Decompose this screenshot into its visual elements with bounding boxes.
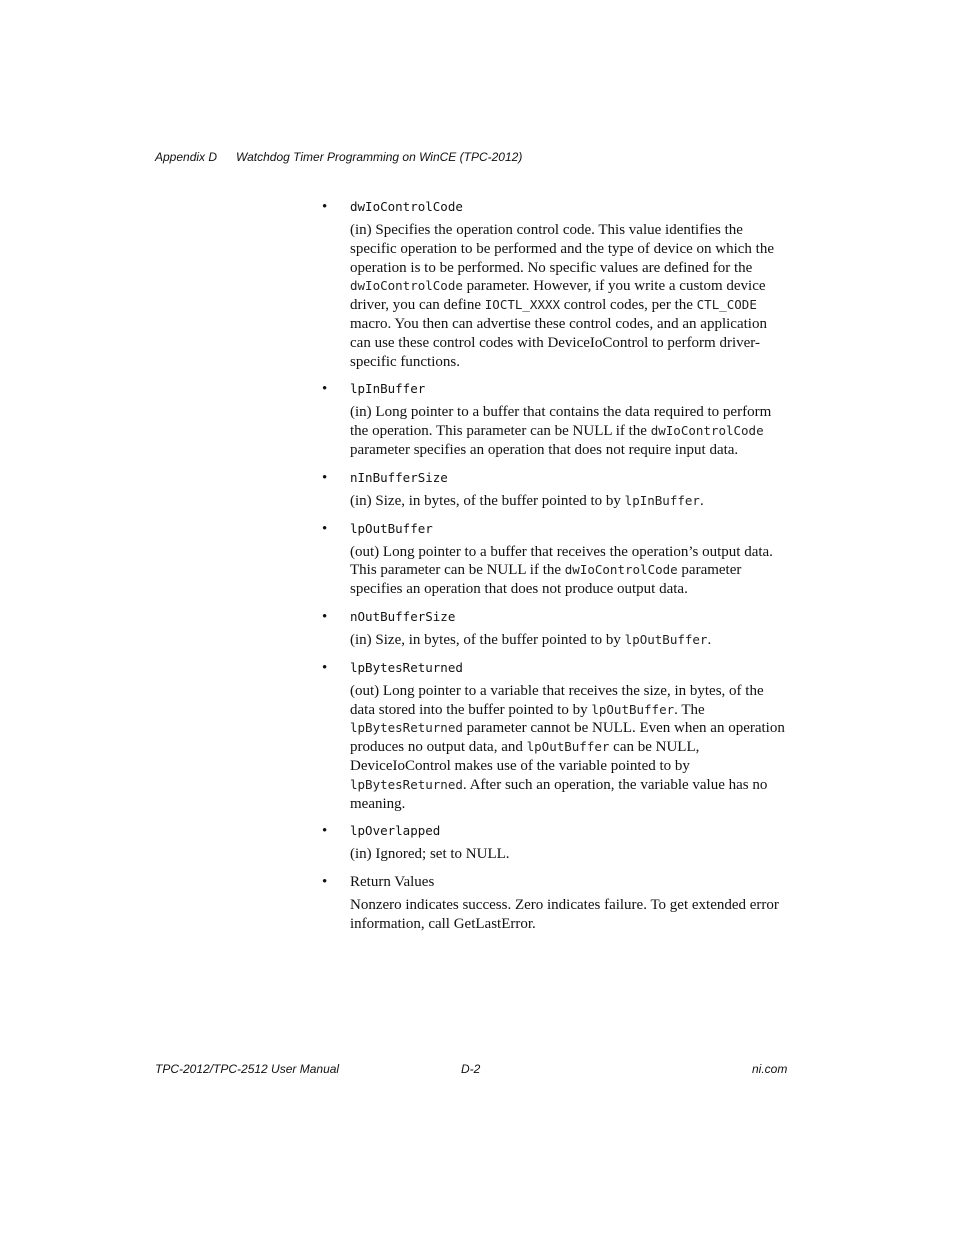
footer-website: ni.com xyxy=(752,1062,788,1076)
return-values-heading xyxy=(322,873,787,891)
parameter-lpbytesreturned xyxy=(322,659,787,677)
description-text: (in) Size, in bytes, of the buffer pointed to by xyxy=(350,631,625,648)
parameter-name: nOutBufferSize xyxy=(350,608,456,624)
code-term: lpInBuffer xyxy=(624,492,700,508)
parameter-noutbuffersize xyxy=(322,608,787,626)
description-text: (in) Ignored; set to NULL. xyxy=(350,846,510,863)
parameter-name: lpOverlapped xyxy=(350,823,441,839)
parameter-dwiocontrolcode xyxy=(322,198,787,216)
description-text: parameter cannot be NULL. Even when an operation produces no output data, and xyxy=(350,720,785,756)
header-appendix: Appendix D xyxy=(155,150,218,164)
description-text: . xyxy=(707,631,712,648)
code-term: dwIoControlCode xyxy=(350,278,463,294)
parameter-description xyxy=(350,631,787,650)
bullet-icon: • xyxy=(322,874,328,891)
description-text: macro. You then can advertise these control codes, and an application can use these control codes with DeviceIoControl to perform driver-specific functions. xyxy=(350,315,767,370)
parameter-name: lpBytesReturned xyxy=(350,659,463,675)
description-text: parameter specifies an operation that does not require input data. xyxy=(350,441,739,458)
code-term: lpOutBuffer xyxy=(591,701,675,717)
description-text: . xyxy=(699,492,704,509)
footer-page-number: D-2 xyxy=(461,1062,481,1076)
header-chapter-title: Watchdog Timer Programming on WinCE (TPC-2012) xyxy=(236,150,523,164)
bullet-icon: • xyxy=(322,381,328,398)
description-text: parameter specifies an operation that does not produce output data. xyxy=(350,562,742,598)
parameter-name: nInBufferSize xyxy=(350,469,448,485)
parameter-lpinbuffer xyxy=(322,380,787,398)
description-text: Nonzero indicates success. Zero indicates failure. To get extended error information, call GetLastError. xyxy=(350,897,779,932)
section-label: Return Values xyxy=(350,874,435,891)
running-header xyxy=(155,150,522,164)
parameter-lpoutbuffer xyxy=(322,520,787,538)
code-term: lpBytesReturned xyxy=(350,720,463,736)
parameter-description xyxy=(350,682,787,814)
description-text: can be NULL, DeviceIoControl makes use of the variable pointed to by xyxy=(350,739,700,774)
parameter-name: lpInBuffer xyxy=(350,381,426,397)
parameter-list xyxy=(322,198,787,943)
description-text: (out) Long pointer to a buffer that receives the operation’s output data. This parameter can be NULL if the xyxy=(350,543,773,579)
return-values-description xyxy=(350,896,787,934)
description-text: . The xyxy=(674,701,705,718)
bullet-icon: • xyxy=(322,469,328,486)
bullet-icon: • xyxy=(322,520,328,537)
parameter-lpoverlapped xyxy=(322,822,787,840)
description-text: control codes, per the xyxy=(560,297,697,314)
bullet-icon: • xyxy=(322,823,328,840)
parameter-description xyxy=(350,492,787,511)
bullet-icon: • xyxy=(322,659,328,676)
parameter-description xyxy=(350,221,787,371)
footer-manual-title: TPC-2012/TPC-2512 User Manual xyxy=(155,1062,340,1076)
parameter-ninbuffersize xyxy=(322,469,787,487)
parameter-description xyxy=(350,845,787,864)
description-text: (in) Specifies the operation control code. This value identifies the specific operation to be performed and the type of device on which the operation is to be performed. No specific values are defined for the xyxy=(350,222,775,276)
bullet-icon: • xyxy=(322,199,328,215)
description-text: (in) Long pointer to a buffer that contains the data required to perform the operation. This parameter can be NULL if the xyxy=(350,404,772,440)
code-term: lpOutBuffer xyxy=(526,739,610,755)
description-text: parameter. However, if you write a custom device driver, you can define xyxy=(350,278,766,314)
parameter-description xyxy=(350,403,787,459)
description-text: (in) Size, in bytes, of the buffer pointed to by xyxy=(350,492,625,509)
parameter-name: dwIoControlCode xyxy=(350,199,463,214)
bullet-icon: • xyxy=(322,608,328,625)
code-term: lpBytesReturned xyxy=(350,776,463,792)
code-term: CTL_CODE xyxy=(696,297,757,313)
code-term: lpOutBuffer xyxy=(624,631,708,647)
code-term: IOCTL_XXXX xyxy=(484,297,561,313)
code-term: dwIoControlCode xyxy=(650,423,764,439)
description-text: (out) Long pointer to a variable that receives the size, in bytes, of the data stored into the buffer pointed to by xyxy=(350,682,764,718)
description-text: . After such an operation, the variable value has no meaning. xyxy=(350,776,768,812)
code-term: dwIoControlCode xyxy=(564,562,678,578)
parameter-description xyxy=(350,543,787,599)
parameter-name: lpOutBuffer xyxy=(350,520,433,536)
